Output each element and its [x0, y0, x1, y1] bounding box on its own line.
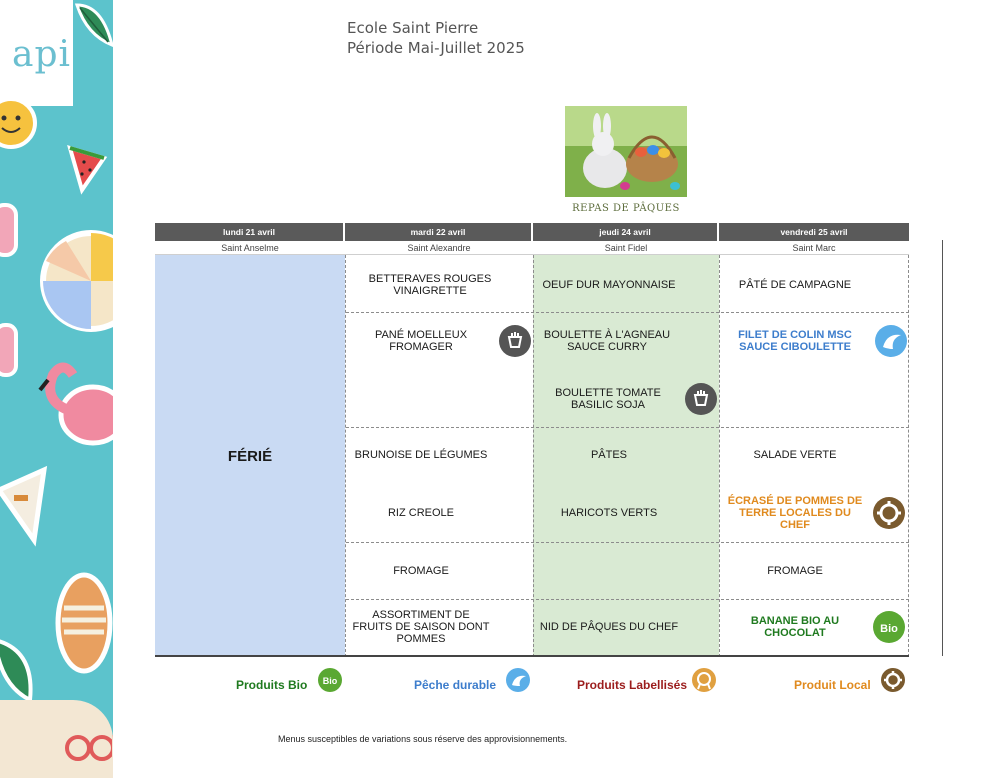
right-border [942, 240, 943, 656]
bio-icon [318, 668, 342, 692]
ferie-label: FÉRIÉ [227, 447, 273, 465]
legend-bio: Produits Bio [236, 678, 308, 692]
sustainable-fish-icon [875, 325, 907, 357]
vegetarian-icon [685, 383, 717, 415]
menu-item: BANANE BIO AU CHOCOLAT [750, 615, 840, 639]
logo-text: api [12, 34, 72, 75]
legend-local: Produit Local [794, 678, 871, 692]
day-header-thursday: jeudi 24 avril [533, 223, 717, 241]
menu-item: FILET DE COLIN MSC SAUCE CIBOULETTE [738, 329, 852, 353]
beach-ball-icon [36, 226, 113, 336]
watermelon-icon [62, 138, 112, 198]
label-icon [692, 668, 716, 692]
bio-icon-text: Bio [880, 623, 898, 635]
row-divider [346, 599, 909, 600]
menu-item: BRUNOISE DE LÉGUMES [354, 449, 488, 461]
airplane-icon [0, 460, 54, 550]
palm-leaf-icon [0, 630, 40, 710]
column-divider [345, 255, 346, 657]
menu-item: PANÉ MOELLEUX FROMAGER [374, 329, 468, 353]
sustainable-fish-icon [506, 668, 530, 692]
saint-thursday: Saint Fidel [533, 241, 719, 255]
header [347, 18, 525, 58]
saint-tuesday: Saint Alexandre [345, 241, 533, 255]
sunglasses-icon [62, 726, 112, 778]
easter-bunny-image [565, 106, 687, 197]
footnote: Menus susceptibles de variations sous réserve des approvisionnements. [278, 734, 568, 744]
menu-item: PÂTÉ DE CAMPAGNE [738, 279, 852, 291]
menu-item: ASSORTIMENT DE FRUITS DE SAISON DONT POMMES [352, 609, 490, 645]
school-name: Ecole Saint Pierre [347, 19, 479, 37]
menu-item: OEUF DUR MAYONNAISE [542, 279, 676, 291]
row-divider [346, 542, 909, 543]
local-product-icon [873, 497, 905, 529]
menu-item: ÉCRASÉ DE POMMES DE TERRE LOCALES DU CHEF [727, 495, 863, 531]
vegetarian-icon [499, 325, 531, 357]
flip-flop-icon [52, 568, 113, 678]
menu-item: FROMAGE [393, 565, 449, 577]
day-header-tuesday: mardi 22 avril [345, 223, 531, 241]
menu-item: HARICOTS VERTS [560, 507, 658, 519]
pink-sticker-icon [0, 320, 22, 380]
menu-item: BOULETTE TOMATE BASILIC SOJA [555, 387, 661, 411]
pink-sticker-icon [0, 200, 22, 260]
flamingo-icon [38, 360, 113, 455]
palm-leaf-icon [72, 0, 113, 50]
column-divider [719, 255, 720, 657]
column-divider [533, 255, 534, 657]
menu-item: BETTERAVES ROUGES VINAIGRETTE [368, 273, 492, 297]
local-product-icon [881, 668, 905, 692]
menu-item: SALADE VERTE [753, 449, 837, 461]
menu-item: PÂTES [590, 449, 628, 461]
day-header-friday: vendredi 25 avril [719, 223, 909, 241]
bio-icon [873, 611, 905, 643]
decorative-sticker-strip [0, 0, 113, 778]
menu-item: RIZ CREOLE [387, 507, 454, 519]
row-divider [346, 427, 909, 428]
menu-grid [155, 223, 909, 657]
column-divider [908, 255, 909, 657]
grid-bottom-border [155, 655, 909, 657]
saint-monday: Saint Anselme [155, 241, 345, 255]
menu-item: BOULETTE À L'AGNEAU SAUCE CURRY [543, 329, 671, 353]
period: Période Mai-Juillet 2025 [347, 39, 525, 57]
row-divider [346, 312, 909, 313]
menu-item: FROMAGE [767, 565, 823, 577]
easter-caption: REPAS DE PÂQUES [572, 203, 680, 214]
sun-icon [0, 88, 46, 158]
bio-icon-text: Bio [322, 676, 338, 686]
saint-friday: Saint Marc [719, 241, 909, 255]
legend-label: Produits Labellisés [577, 678, 688, 692]
legend-fish: Pêche durable [414, 678, 497, 692]
day-header-monday: lundi 21 avril [155, 223, 343, 241]
menu-item: NID DE PÂQUES DU CHEF [539, 621, 679, 633]
